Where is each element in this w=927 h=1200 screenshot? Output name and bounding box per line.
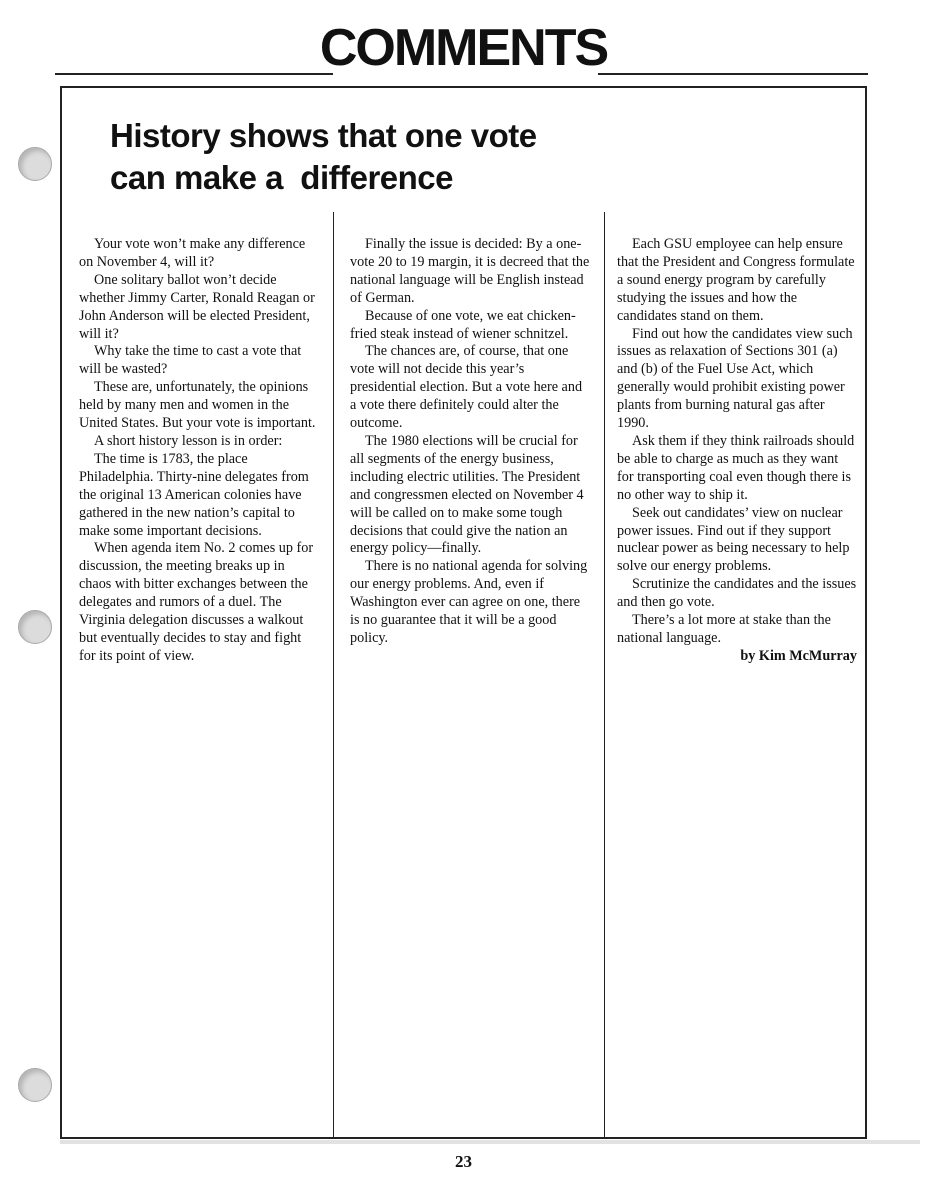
paragraph: Seek out candidates’ view on nuclear power issues. Find out if they support nuclear power as being necessary to help solve our energy problems. [617,504,850,575]
paragraph: One solitary ballot won’t decide whether Jimmy Carter, Ronald Reagan or John Anderson will be elected President, will it? [79,271,315,342]
article-column-3 [617,236,857,666]
paragraph: Each GSU employee can help ensure that the President and Congress formulate a sound energy program by carefully studying the issues and how the candidates stand on them. [617,236,855,324]
paragraph: When agenda item No. 2 comes up for discussion, the meeting breaks up in chaos with bitter exchanges between the delegates and rumors of a duel. The Virginia delegation discusses a walkout but eventually decides to stay and fight for its point of view. [79,540,314,664]
paragraph: There is no national agenda for solving our energy problems. And, even if Washington ever can agree on one, there is no guarantee that it will be a good policy. [350,558,588,646]
headline-line-2: can make a difference [110,159,454,196]
headline-line-1: History shows that one vote [110,117,537,154]
punch-hole-middle [18,610,52,644]
frame-shadow [60,1140,920,1144]
paragraph: A short history lesson is in order: [94,432,283,449]
punch-hole-bottom [18,1068,52,1102]
paragraph: Scrutinize the candidates and the issues and then go vote. [617,576,857,611]
paragraph: Ask them if they think railroads should be able to charge as much as they want for transporting coal even though there is no other way to ship it. [617,432,855,503]
paragraph: Your vote won’t make any difference on November 4, will it? [79,236,306,270]
paragraph: These are, unfortunately, the opinions held by many men and women in the United States. But your vote is important. [79,379,316,432]
paragraph: The chances are, of course, that one vote will not decide this year’s presidential election. But a vote here and a vote there definitely could alter the outcome. [350,343,583,432]
paragraph: Find out how the candidates view such issues as relaxation of Sections 301 (a) and (b) of the Fuel Use Act, which generally would prohibit existing power plants from burning natural gas after 1990. [617,325,853,432]
page-number: 23 [455,1152,472,1171]
punch-hole-top [18,147,52,181]
section-banner: COMMENTS [319,19,608,77]
article-column-1 [79,236,319,666]
article-headline [110,115,670,199]
paragraph: Why take the time to cast a vote that will be wasted? [79,343,302,378]
column-rule-2 [604,212,605,1138]
column-rule-1 [333,212,334,1138]
article-column-2 [350,236,590,648]
author-byline: by Kim McMurray [740,647,857,664]
paragraph: The time is 1783, the place Philadelphia. Thirty-nine delegates from the original 13 American colonies have gathered in the new nation’s capital to make some important decisions. [79,450,309,539]
paragraph: Finally the issue is decided: By a one-vote 20 to 19 margin, it is decreed that the national language will be English instead of German. [350,236,590,306]
paragraph: There’s a lot more at stake than the national language. [617,612,831,646]
paragraph: The 1980 elections will be crucial for all segments of the energy business, including electric utilities. The President and congressmen elected on November 4 will be called on to make some tough decisions that could give the nation an energy policy—finally. [350,432,584,557]
paragraph: Because of one vote, we eat chicken-fried steak instead of wiener schnitzel. [350,307,576,342]
